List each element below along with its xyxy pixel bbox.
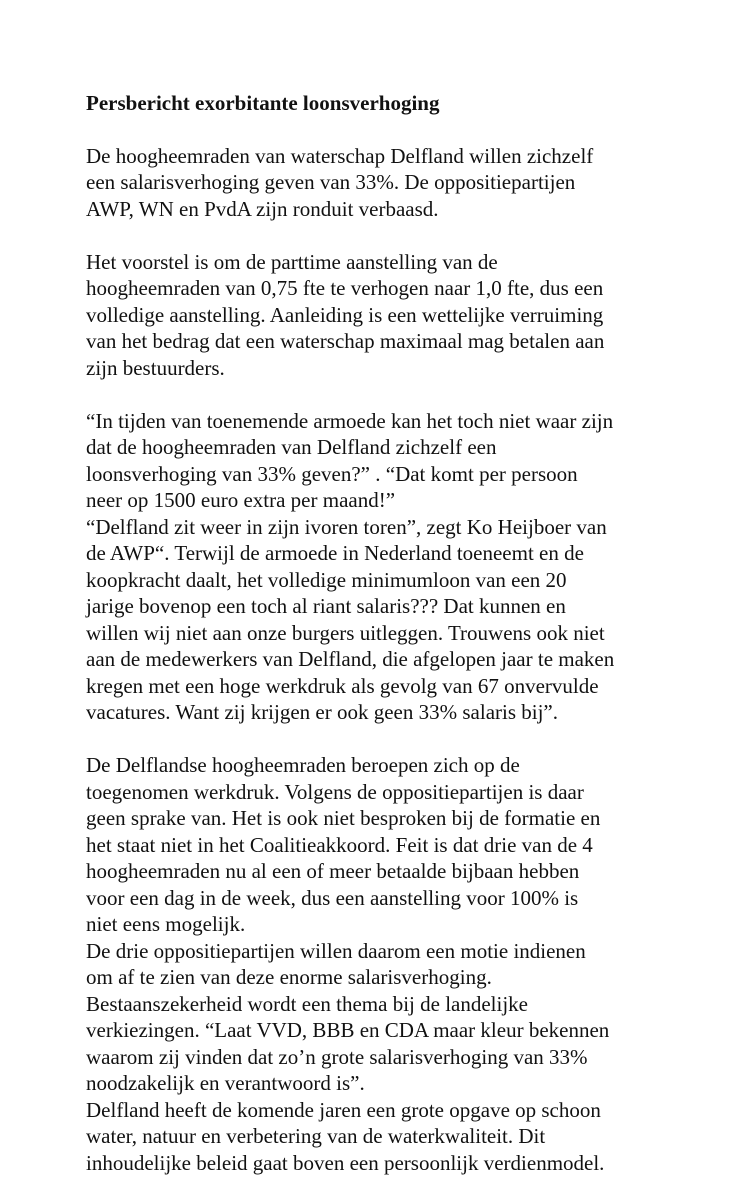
paragraph: [86, 752, 716, 1176]
text-line: “In tijden van toenemende armoede kan het toch niet waar zijn: [86, 408, 614, 433]
text-line: noodzakelijk en verantwoord is”.: [86, 1071, 365, 1095]
paragraph: [86, 143, 716, 223]
text-line: vacatures. Want zij krijgen er ook geen 33% salaris bij”.: [86, 700, 559, 724]
text-line: om af te zien van deze enorme salarisverhoging.: [86, 965, 492, 989]
text-line: Het voorstel is om de parttime aanstelling van de: [86, 249, 498, 274]
text-line: De hoogheemraden van waterschap Delfland willen zichzelf: [86, 143, 594, 168]
text-line: dat de hoogheemraden van Delfland zichzelf een: [86, 435, 497, 459]
text-line: inhoudelijke beleid gaat boven een persoonlijk verdienmodel.: [86, 1150, 605, 1175]
text-line: kregen met een hoge werkdruk als gevolg van 67 onvervulde: [86, 673, 599, 698]
text-line: volledige aanstelling. Aanleiding is een wettelijke verruiming: [86, 302, 604, 327]
paragraph: [86, 408, 716, 726]
text-line: AWP, WN en PvdA zijn ronduit verbaasd.: [86, 196, 439, 221]
text-line: een salarisverhoging geven van 33%. De oppositiepartijen: [86, 170, 576, 194]
paragraph-spacer: [86, 222, 716, 249]
text-line: Bestaanszekerheid wordt een thema bij de landelijke: [86, 991, 528, 1016]
text-line: jarige bovenop een toch al riant salaris??? Dat kunnen en: [86, 594, 566, 618]
text-line: De drie oppositiepartijen willen daarom een motie indienen: [86, 938, 586, 963]
document-body: [86, 143, 716, 1177]
text-line: het staat niet in het Coalitieakkoord. Feit is dat drie van de 4: [86, 832, 593, 857]
text-line: zijn bestuurders.: [86, 355, 225, 380]
text-line: willen wij niet aan onze burgers uitleggen. Trouwens ook niet: [86, 620, 605, 645]
press-release-document: [86, 90, 716, 1176]
text-line: Delfland heeft de komende jaren een grote opgave op schoon: [86, 1097, 601, 1122]
paragraph-spacer: [86, 726, 716, 753]
text-line: hoogheemraden van 0,75 fte te verhogen naar 1,0 fte, dus een: [86, 276, 604, 300]
text-line: verkiezingen. “Laat VVD, BBB en CDA maar kleur bekennen: [86, 1018, 610, 1042]
paragraph: [86, 249, 716, 382]
text-line: neer op 1500 euro extra per maand!”: [86, 488, 396, 512]
text-line: hoogheemraden nu al een of meer betaalde bijbaan hebben: [86, 859, 580, 883]
text-line: De Delflandse hoogheemraden beroepen zich op de: [86, 753, 520, 777]
page-title: Persbericht exorbitante loonsverhoging: [86, 91, 440, 115]
text-line: de AWP“. Terwijl de armoede in Nederland toeneemt en de: [86, 541, 584, 565]
text-line: “Delfland zit weer in zijn ivoren toren”, zegt Ko Heijboer van: [86, 514, 607, 539]
text-line: van het bedrag dat een waterschap maximaal mag betalen aan: [86, 329, 605, 353]
text-line: waarom zij vinden dat zo’n grote salarisverhoging van 33%: [86, 1044, 588, 1069]
text-line: loonsverhoging van 33% geven?” . “Dat komt per persoon: [86, 461, 578, 486]
text-line: water, natuur en verbetering van de waterkwaliteit. Dit: [86, 1124, 546, 1148]
text-line: toegenomen werkdruk. Volgens de oppositiepartijen is daar: [86, 779, 584, 804]
paragraph-spacer: [86, 381, 716, 408]
text-line: geen sprake van. Het is ook niet besproken bij de formatie en: [86, 806, 601, 830]
text-line: voor een dag in de week, dus een aanstelling voor 100% is: [86, 885, 579, 910]
text-line: niet eens mogelijk.: [86, 912, 246, 936]
text-line: aan de medewerkers van Delfland, die afgelopen jaar te maken: [86, 647, 615, 671]
text-line: koopkracht daalt, het volledige minimumloon van een 20: [86, 567, 567, 592]
